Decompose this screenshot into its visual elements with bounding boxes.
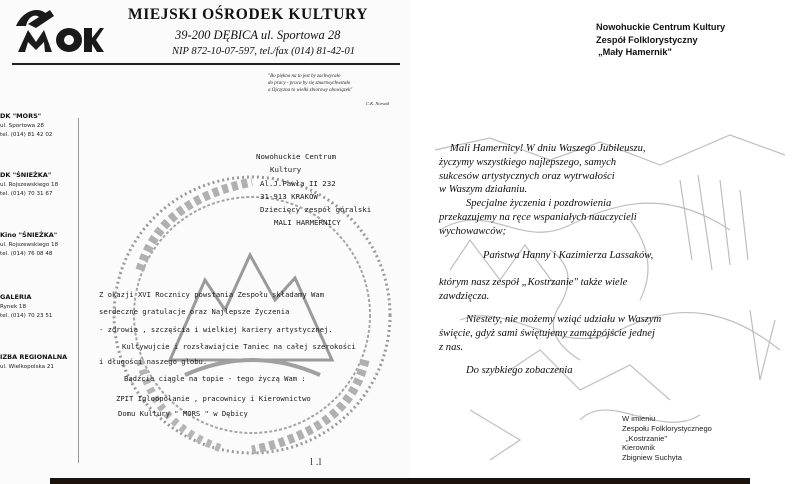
- right-letter-line: Niestety, nie możemy wziąć udziału w Waszym: [466, 314, 662, 325]
- branch-sniezka: [0, 171, 78, 197]
- recipient-line: Kultury: [270, 165, 302, 175]
- right-letter-line: z nas.: [439, 342, 464, 353]
- right-letter-line: w Waszym działaniu.: [439, 184, 528, 195]
- quote-line: "Bo piękno na to jest by zachwycało: [268, 74, 341, 79]
- right-letter-line: Mali Hamernicy! W dniu Waszego Jubileuszu,: [450, 143, 646, 154]
- letter-line: ZPIT Igloopolanie , pracownicy i Kierownictwo: [116, 394, 311, 403]
- recipient-line: 31-913 KRAKÓW: [260, 191, 318, 201]
- mok-logo: [14, 4, 104, 54]
- right-header-line: Zespół Folklorystyczny: [596, 34, 698, 45]
- right-letter-line: życzymy wszystkiego najlepszego, samych: [439, 157, 617, 168]
- branch-kino-sniezka: [0, 231, 78, 257]
- branch-name: GALERIA: [0, 293, 32, 301]
- signature-line: Zespołu Folklorystycznego: [622, 423, 712, 433]
- recipient-line: Al.J.Pawła II 232: [260, 178, 336, 188]
- signature-line: „Kostrzanie": [626, 433, 668, 443]
- right-letter-line: przekazujemy na ręce wspaniałych nauczycieli: [439, 212, 637, 223]
- branch-phone: tel. (014) 76 08 48: [0, 251, 53, 257]
- quote-line: do pracy - praca by się zmartwychwstało: [268, 81, 351, 87]
- signature-line: Zbigniew Suchyta: [622, 453, 682, 463]
- branch-name: DK "ŚNIEŻKA": [0, 171, 52, 179]
- branch-name: IZBA REGIONALNA: [0, 353, 68, 361]
- branch-name: Kino "ŚNIEŻKA": [0, 231, 58, 239]
- signature-line: W imieniu: [622, 414, 656, 423]
- norwid-quote: [268, 73, 403, 95]
- right-letter-line: święcie, gdyż sami świętujemy zamążpójście jednej: [439, 328, 655, 339]
- branch-galeria: [0, 293, 78, 319]
- photo-edge-strip: [50, 478, 750, 484]
- quote-line: a Ojczyzna to wielki zbiorowy obowiązek": [268, 88, 353, 94]
- branch-address: ul. Wielkopolska 21: [0, 364, 54, 370]
- branch-phone: tel. (014) 70 31 67: [0, 191, 53, 197]
- right-letter-line: Państwa Hanny i Kazimierza Lassaków,: [483, 250, 654, 261]
- branch-address: ul. Rojszewskiego 18: [0, 182, 59, 188]
- margin-divider: [78, 118, 79, 463]
- quote-author: C.K. Norwid: [366, 101, 389, 106]
- letter-line: Bądźcie ciągle na topie - tego życzą Wam :: [124, 374, 306, 383]
- letter-line: serdeczne gratulacje oraz Najlepsze Życzenia: [99, 307, 290, 316]
- branch-phone: tel. (014) 70 23 51: [0, 313, 53, 319]
- signature-block: [622, 414, 712, 463]
- letterhead-name: MIEJSKI OŚRODEK KULTURY: [128, 6, 369, 23]
- letter-line: i długości naszego globu.: [99, 357, 208, 366]
- letterhead-nip-phone: NIP 872-10-07-597, tel./fax (014) 81-42-01: [172, 46, 355, 57]
- letter-line: Domu Kultury " MORS " w Dębicy: [118, 409, 248, 418]
- letterhead-rule: [12, 63, 400, 65]
- right-letter-line: sukcesów artystycznych oraz wytrwałości: [439, 171, 615, 182]
- branch-name: DK "MORS": [0, 112, 42, 120]
- branch-address: Rynek 18: [0, 304, 27, 310]
- letter-line: Kultywujcie i rozsławiajcie Taniec na całej szerokości: [122, 342, 356, 351]
- right-letter-line: zawdzięcza.: [439, 291, 490, 302]
- recipient-address-block: [256, 150, 371, 230]
- letterhead-address: 39-200 DĘBICA ul. Sportowa 28: [175, 28, 341, 42]
- right-letter-line: którym nasz zespół „Kostrzanie" także wiele: [439, 277, 628, 288]
- recipient-line: MALI HARMERNICY: [274, 218, 341, 228]
- branch-phone: tel. (014) 81 42 02: [0, 132, 53, 138]
- branch-address: ul. Sportowa 28: [0, 123, 44, 129]
- bottom-handwritten-mark: l .l: [310, 456, 322, 468]
- branch-izba-regionalna: [0, 353, 78, 370]
- right-letter-line: wychowawców;: [439, 226, 507, 237]
- right-letter-line: Specjalne życzenia i pozdrowienia: [466, 198, 612, 209]
- right-header-line: „Mały Hamernik": [598, 47, 672, 57]
- branch-mors: [0, 112, 78, 138]
- branch-address: ul. Rojszewskiego 18: [0, 242, 59, 248]
- recipient-line: Nowohuckie Centrum: [256, 152, 337, 161]
- letter-line: - zdrowia , szczęścia i wielkiej kariery artystycznej.: [99, 325, 333, 334]
- signature-line: Kierownik: [622, 443, 655, 453]
- right-letter-line: Do szybkiego zobaczenia: [466, 365, 573, 376]
- right-letterhead: [596, 21, 725, 59]
- recipient-line: Dziecięcy zespół góralski: [260, 205, 372, 215]
- right-header-line: Nowohuckie Centrum Kultury: [596, 22, 726, 32]
- letter-line: Z okazji XVI Rocznicy powstania Zespołu składamy Wam: [99, 290, 325, 299]
